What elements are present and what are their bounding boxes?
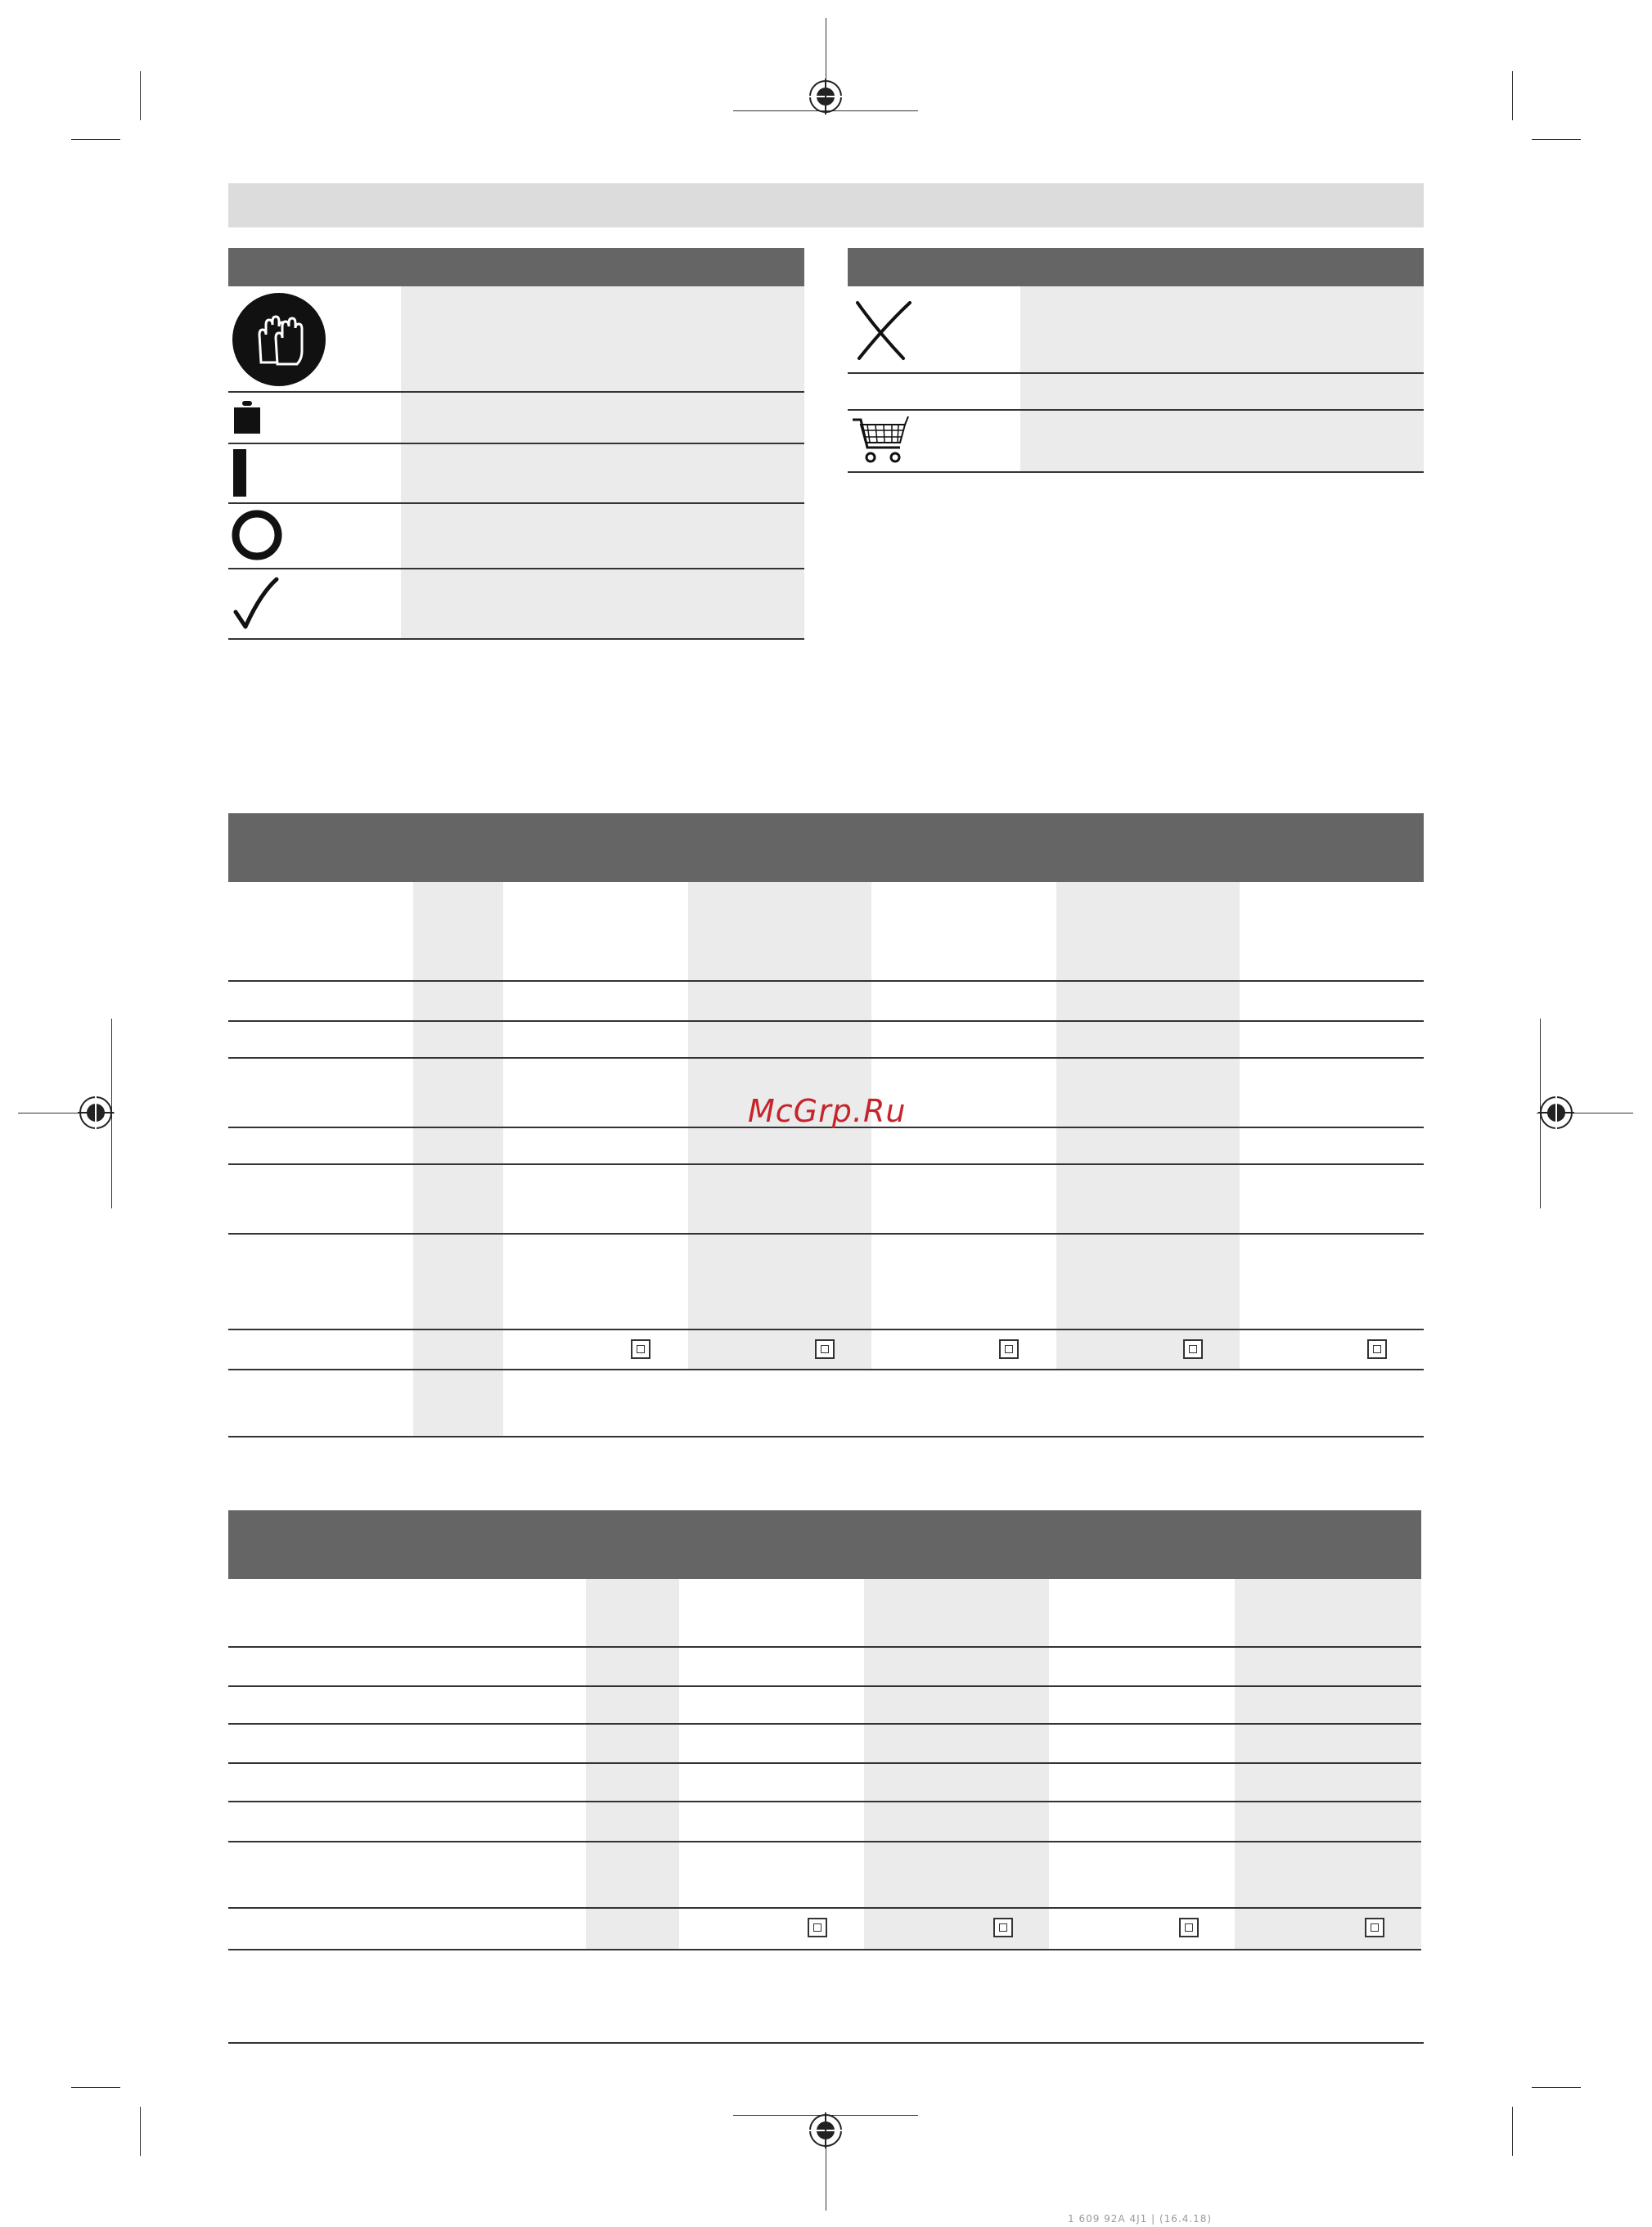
description-column — [1020, 286, 1424, 471]
protection-class-ii-icon — [1365, 1918, 1384, 1937]
table-header-bar — [228, 1510, 1421, 1579]
registration-target-icon — [806, 77, 845, 116]
protection-class-ii-icon — [631, 1339, 650, 1359]
crop-mark — [71, 2087, 120, 2088]
row-divider — [228, 1369, 1424, 1370]
row-divider — [228, 391, 804, 393]
row-divider — [228, 1163, 1424, 1165]
model-column — [1235, 1579, 1421, 1949]
page-bottom-rule — [228, 2042, 1424, 2044]
row-divider — [228, 638, 804, 640]
row-divider — [228, 1723, 1421, 1725]
registration-target-icon — [1537, 1093, 1576, 1132]
ring-icon — [231, 509, 283, 561]
unit-column — [586, 1579, 679, 1949]
row-divider — [228, 980, 1424, 982]
row-divider — [228, 1233, 1424, 1235]
row-divider — [228, 1057, 1424, 1059]
watermark: McGrp.Ru — [748, 1093, 907, 1129]
model-column — [1056, 882, 1240, 1369]
weight-icon — [232, 399, 262, 435]
page-header-band — [228, 183, 1424, 227]
protection-class-ii-icon — [1367, 1339, 1387, 1359]
crop-mark — [1532, 139, 1581, 140]
bar-icon — [232, 448, 247, 497]
protection-class-ii-icon — [1179, 1918, 1199, 1937]
checkmark-icon — [232, 576, 281, 630]
crop-mark — [140, 71, 141, 120]
row-divider — [848, 409, 1424, 411]
row-divider — [228, 1020, 1424, 1022]
unit-column — [413, 882, 503, 1436]
registration-target-icon — [76, 1093, 115, 1132]
protection-class-ii-icon — [993, 1918, 1013, 1937]
row-divider — [228, 502, 804, 504]
row-divider — [228, 1646, 1421, 1648]
protective-gloves-icon — [232, 292, 326, 387]
row-divider — [228, 568, 804, 569]
cross-icon — [853, 298, 915, 363]
model-column — [864, 1579, 1049, 1949]
crop-mark — [1512, 71, 1513, 120]
table-header-bar — [228, 248, 804, 286]
shopping-cart-icon — [851, 415, 910, 466]
row-divider — [848, 471, 1424, 473]
crop-mark — [1532, 2087, 1581, 2088]
row-divider — [848, 372, 1424, 374]
description-column — [401, 286, 804, 638]
table-header-bar — [228, 813, 1424, 882]
crop-mark — [140, 2107, 141, 2156]
crop-mark — [71, 139, 120, 140]
footer-code: 1 609 92A 4J1 | (16.4.18) — [1068, 2213, 1213, 2225]
table-header-bar — [848, 248, 1424, 286]
row-divider — [228, 1907, 1421, 1909]
row-divider — [228, 1436, 1424, 1437]
row-divider — [228, 1801, 1421, 1802]
protection-class-ii-icon — [815, 1339, 835, 1359]
protection-class-ii-icon — [1183, 1339, 1203, 1359]
protection-class-ii-icon — [808, 1918, 827, 1937]
row-divider — [228, 443, 804, 444]
row-divider — [228, 1762, 1421, 1764]
row-divider — [228, 1841, 1421, 1842]
row-divider — [228, 1329, 1424, 1330]
protection-class-ii-icon — [999, 1339, 1019, 1359]
row-divider — [228, 1685, 1421, 1687]
crop-mark — [1512, 2107, 1513, 2156]
registration-target-icon — [806, 2111, 845, 2150]
row-divider — [228, 1949, 1421, 1950]
